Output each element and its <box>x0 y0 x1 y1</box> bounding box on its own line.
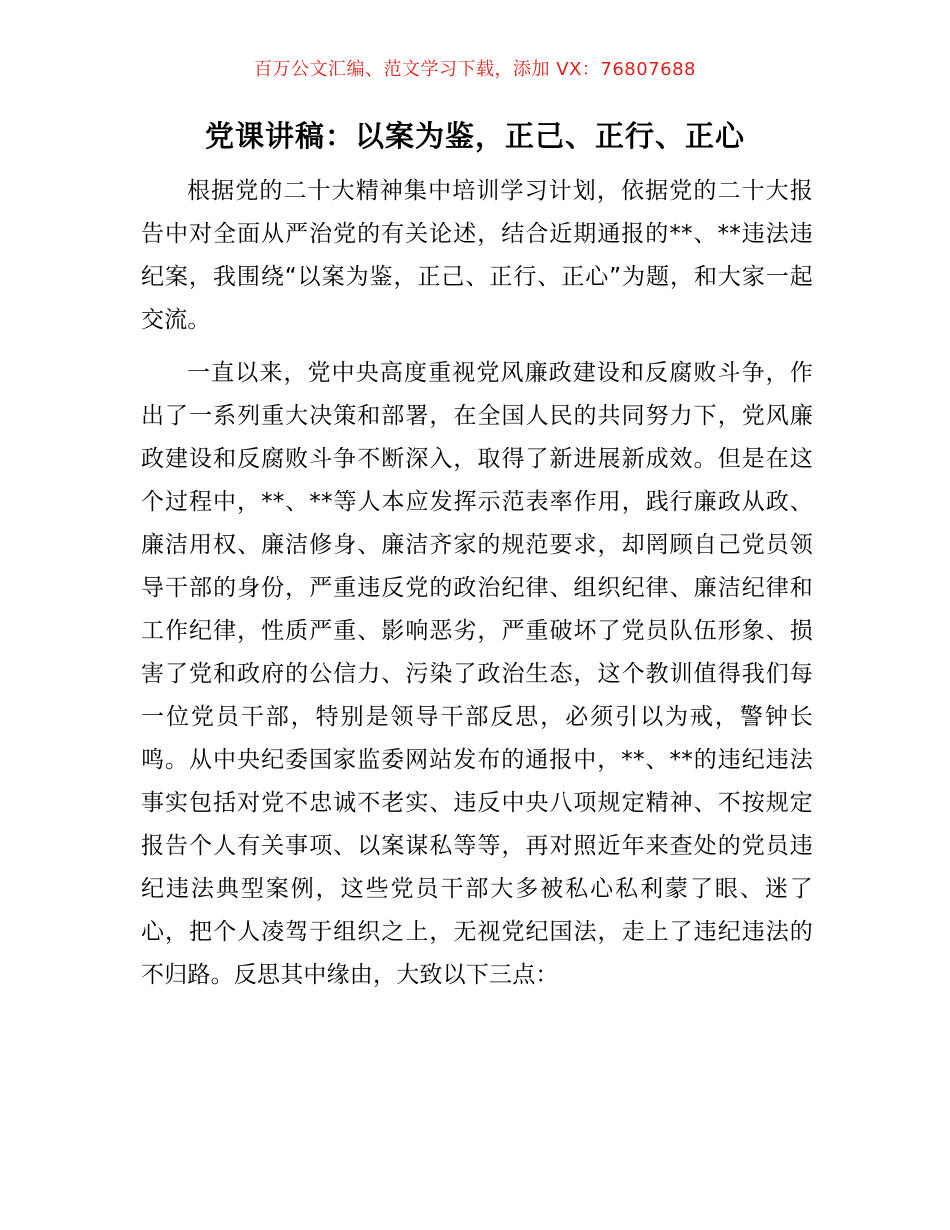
document-title: 党课讲稿：以案为鉴，正己、正行、正心 <box>204 119 745 153</box>
paragraph-intro: 根据党的二十大精神集中培训学习计划，依据党的二十大报告中对全面从严治党的有关论述，结合近期通报的**、**违法违纪案，我围绕“以案为鉴，正己、正行、正心”为题，和大家一起交流。 <box>141 178 813 333</box>
promo-banner: 百万公文汇编、范文学习下载，添加 VX：76807688 <box>254 59 696 80</box>
document-body <box>141 170 813 1007</box>
paragraph-main: 一直以来，党中央高度重视党风廉政建设和反腐败斗争，作出了一系列重大决策和部署，在全国人民的共同努力下，党风廉政建设和反腐败斗争不断深入，取得了新进展新成效。但是在这个过程中，**、**等人本应发挥示范表率作用，践行廉政从政、廉洁用权、廉洁修身、廉洁齐家的规范要求，却罔顾自己党员领导干部的身份，严重违反党的政治纪律、组织纪律、廉洁纪律和工作纪律，性质严重、影响恶劣，严重破坏了党员队伍形象、损害了党和政府的公信力、污染了政治生态，这个教训值得我们每一位党员干部，特别是领导干部反思，必须引以为戒，警钟长鸣。从中央纪委国家监委网站发布的通报中，**、**的违纪违法事实包括对党不忠诚不老实、违反中央八项规定精神、不按规定报告个人有关事项、以案谋私等等，再对照近年来查处的党员违纪违法典型案例，这些党员干部大多被私心私利蒙了眼、迷了心，把个人凌驾于组织之上，无视党纪国法，走上了违纪违法的不归路。反思其中缘由，大致以下三点： <box>141 360 813 988</box>
